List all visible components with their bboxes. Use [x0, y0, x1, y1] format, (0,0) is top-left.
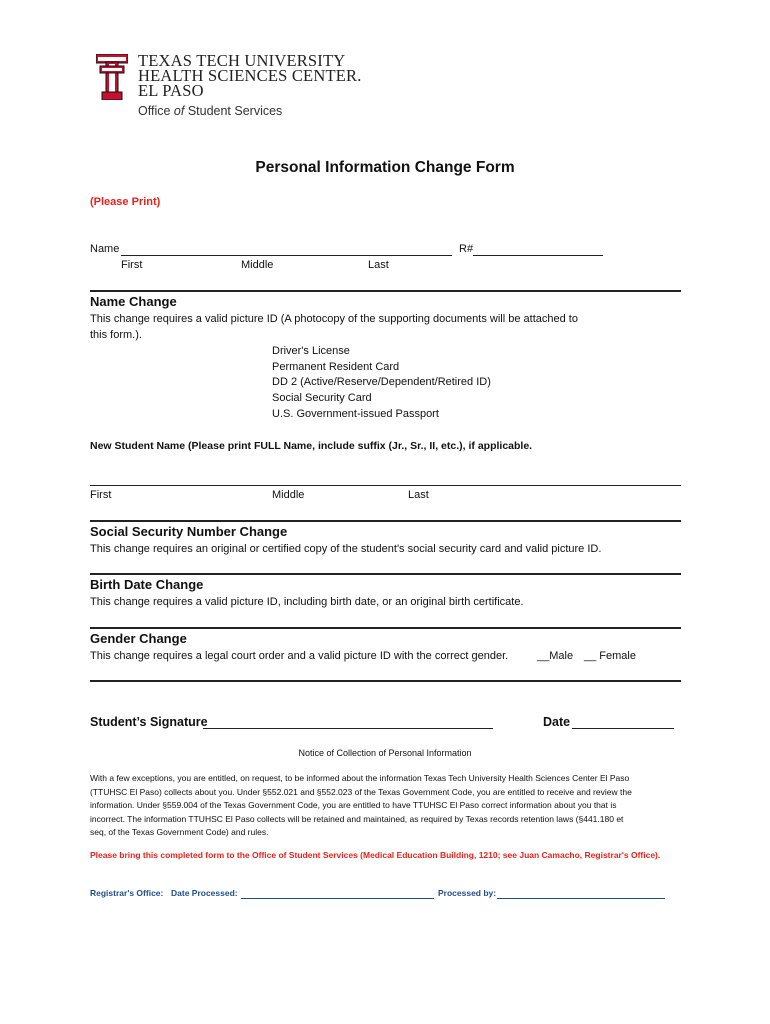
section-divider [90, 680, 681, 682]
institution-line-1: TEXAS TECH UNIVERSITY [138, 51, 346, 70]
signature-label: Student’s Signature [90, 715, 208, 729]
notice-body [90, 772, 690, 840]
r-number-label: R# [459, 243, 474, 255]
notice-line: information. Under §559.004 of the Texas Government Code, you are entitled to have TTUHSC El Paso correct information about you that is [90, 800, 617, 810]
new-name-first-caption: First [90, 489, 112, 501]
female-option[interactable]: __ Female [584, 650, 636, 662]
id-dd2: DD 2 (Active/Reserve/Dependent/Retired ID) [272, 376, 491, 388]
signature-field[interactable] [203, 728, 493, 729]
page-title: Personal Information Change Form [255, 159, 515, 176]
new-student-name-field[interactable] [90, 485, 681, 486]
notice-line: incorrect. The information TTUHSC El Paso collects will be retained and maintained, as required by Texas records retention laws (§441.180 et [90, 813, 624, 824]
notice-title: Notice of Collection of Personal Information [298, 748, 472, 758]
section-divider [90, 627, 681, 629]
name-first-caption: First [121, 259, 143, 271]
id-drivers-license: Driver's License [272, 345, 350, 357]
date-label: Date [543, 715, 571, 729]
name-field[interactable] [121, 255, 452, 256]
new-name-middle-caption: Middle [272, 489, 305, 501]
institution-line-2: HEALTH SCIENCES CENTER. [138, 66, 362, 85]
id-social-security-card: Social Security Card [272, 392, 372, 404]
r-number-field[interactable] [473, 255, 603, 256]
institution-name [138, 53, 362, 98]
date-processed-field[interactable] [241, 898, 434, 899]
section-divider [90, 520, 681, 522]
name-last-caption: Last [368, 259, 389, 271]
gender-change-desc: This change requires a legal court order and a valid picture ID with the correct gender. [90, 650, 509, 662]
section-divider [90, 573, 681, 575]
please-print-note: (Please Print) [90, 196, 161, 208]
processed-by-label: Processed by: [438, 888, 497, 898]
ssn-change-heading: Social Security Number Change [90, 524, 288, 539]
id-permanent-resident-card: Permanent Resident Card [272, 361, 400, 373]
bring-form-instruction: Please bring this completed form to the Office of Student Services (Medical Education Building, 1210; see Juan Camacho, Registrar's Office). [90, 850, 661, 860]
male-option[interactable]: __Male [537, 650, 574, 662]
notice-line: With a few exceptions, you are entitled, on request, to be informed about the information Texas Tech University Health Sciences Center El Paso [90, 773, 630, 783]
institution-line-3: EL PASO [138, 81, 204, 100]
gender-change-heading: Gender Change [90, 631, 187, 646]
ssn-change-desc: This change requires an original or certified copy of the student's social security card and valid picture ID. [90, 543, 602, 555]
notice-line: (TTUHSC El Paso) collects about you. Under §552.021 and §552.023 of the Texas Government Code, you are entitled to receive and review the [90, 786, 632, 797]
section-divider [90, 290, 681, 292]
name-change-desc-1: This change requires a valid picture ID (A photocopy of the supporting documents will be attached to [90, 313, 578, 325]
registrar-office-label: Registrar's Office: [90, 888, 164, 898]
birth-date-change-desc: This change requires a valid picture ID, including birth date, or an original birth certificate. [90, 596, 524, 608]
name-label: Name [90, 243, 120, 255]
new-student-name-label: New Student Name (Please print FULL Name, include suffix (Jr., Sr., II, etc.), if applicable. [90, 440, 533, 452]
id-passport: U.S. Government-issued Passport [272, 408, 439, 420]
name-middle-caption: Middle [241, 259, 274, 271]
name-change-desc-2: this form.). [90, 329, 142, 341]
processed-by-field[interactable] [497, 898, 665, 899]
double-t-logo-icon [96, 54, 128, 100]
name-change-heading: Name Change [90, 294, 177, 309]
new-name-last-caption: Last [408, 489, 429, 501]
notice-line: seq, of the Texas Government Code) and rules. [90, 827, 269, 837]
birth-date-change-heading: Birth Date Change [90, 577, 204, 592]
office-name: Office of Student Services [138, 104, 283, 118]
date-field[interactable] [572, 728, 674, 729]
date-processed-label: Date Processed: [171, 888, 238, 898]
